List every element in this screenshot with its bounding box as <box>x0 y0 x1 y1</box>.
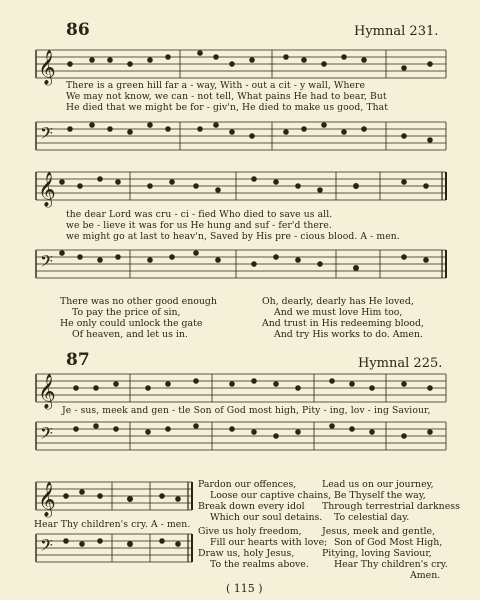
hymn-86-verse-right-line-4: And try His works to do. Amen. <box>274 329 423 340</box>
hymn-86-number: 86 <box>66 20 90 40</box>
hymn-87-verse-right-amen: Amen. <box>410 570 441 581</box>
hymn-86-system-2-lyric-line-2: we be - lieve it was for us He hung and suf - fer'd there. <box>66 220 332 231</box>
hymn-86-system-1-bass-staff <box>0 116 480 164</box>
hymn-86-verse-right-line-1: Oh, dearly, dearly has He loved, <box>262 296 414 307</box>
hymn-86-system-2-bass-staff <box>0 244 480 292</box>
svg-text:𝄢: 𝄢 <box>40 535 53 559</box>
hymn-86-system-1-lyric-line-3: He died that we might be for - giv'n, He died to make us good, That <box>66 102 389 113</box>
hymn-87-verse-right-line-5: Jesus, meek and gentle, <box>322 526 436 537</box>
hymn-87-system-1-bass-staff <box>0 418 480 458</box>
hymn-87-verse-right-line-1: Lead us on our journey, <box>322 479 434 490</box>
svg-text:𝄢: 𝄢 <box>40 423 53 447</box>
hymn-87-verse-right-line-2: Be Thyself the way, <box>334 490 426 501</box>
hymn-86-verse-right-line-3: And trust in His redeeming blood, <box>262 318 424 329</box>
page-number: ( 115 ) <box>226 582 263 595</box>
hymn-86-hymnal-ref: Hymnal 231. <box>354 24 439 39</box>
hymn-87-verse-right-line-4: To celestial day. <box>334 512 410 523</box>
hymn-87-hymnal-ref: Hymnal 225. <box>358 356 443 371</box>
hymn-87-system-2-treble-staff <box>0 478 200 518</box>
hymn-87-system-2-lyrics: Hear Thy children's cry. A - men. <box>34 519 191 530</box>
hymn-86-verse-left-line-4: Of heaven, and let us in. <box>72 329 188 340</box>
bass-clef-icon: 𝄢 <box>40 123 53 147</box>
hymn-87-verse-right-line-6: Son of God Most High, <box>334 537 443 548</box>
hymn-87-verse-mid-line-6: Fill our hearts with love; <box>210 537 328 548</box>
hymn-86-verse-left-line-1: There was no other good enough <box>60 296 217 307</box>
hymn-86-verse-left-line-3: He only could unlock the gate <box>60 318 203 329</box>
hymn-87-verse-mid-line-7: Draw us, holy Jesus, <box>198 548 295 559</box>
hymn-87-verse-mid-line-1: Pardon our offences, <box>198 479 297 490</box>
hymn-87-system-2-bass-staff <box>0 530 200 570</box>
hymn-87-system-1-lyrics: Je - sus, meek and gen - tle Son of God most high, Pity - ing, lov - ing Saviour, <box>62 405 431 416</box>
hymn-86-verse-left-line-2: To pay the price of sin, <box>72 307 181 318</box>
hymn-86-system-1-lyric-line-1: There is a green hill far a - way, With - out a cit - y wall, Where <box>66 80 366 91</box>
svg-text:𝄞: 𝄞 <box>38 482 56 517</box>
svg-text:𝄞: 𝄞 <box>38 172 56 207</box>
hymn-87-verse-mid-line-5: Give us holy freedom, <box>198 526 302 537</box>
hymn-86-system-2-treble-staff <box>0 166 480 214</box>
hymn-87-verse-right-line-7: Pitying, loving Saviour, <box>322 548 432 559</box>
treble-clef-icon: 𝄞 <box>38 50 56 85</box>
hymn-87-verse-mid-line-4: Which our soul detains. <box>210 512 323 523</box>
hymn-87-verse-mid-line-8: To the realms above. <box>210 559 309 570</box>
svg-text:𝄞: 𝄞 <box>38 374 56 409</box>
hymn-86-system-1-lyric-line-2: We may not know, we can - not tell, What pains He had to bear, But <box>66 91 387 102</box>
hymn-86-system-2-lyric-line-3: we might go at last to heav'n, Saved by His pre - cious blood. A - men. <box>66 231 400 242</box>
hymn-87-verse-right-line-8: Hear Thy children's cry. <box>334 559 448 570</box>
hymn-86-verse-right-line-2: And we must love Him too, <box>274 307 403 318</box>
hymn-86-system-2-lyric-line-1: the dear Lord was cru - ci - fied Who died to save us all. <box>66 209 333 220</box>
hymn-87-number: 87 <box>66 350 90 370</box>
hymn-87-verse-right-line-3: Through terrestrial darkness <box>322 501 460 512</box>
hymn-87-verse-mid-line-2: Loose our captive chains, <box>210 490 332 501</box>
hymn-87-verse-mid-line-3: Break down every idol <box>198 501 305 512</box>
svg-text:𝄢: 𝄢 <box>40 251 53 275</box>
